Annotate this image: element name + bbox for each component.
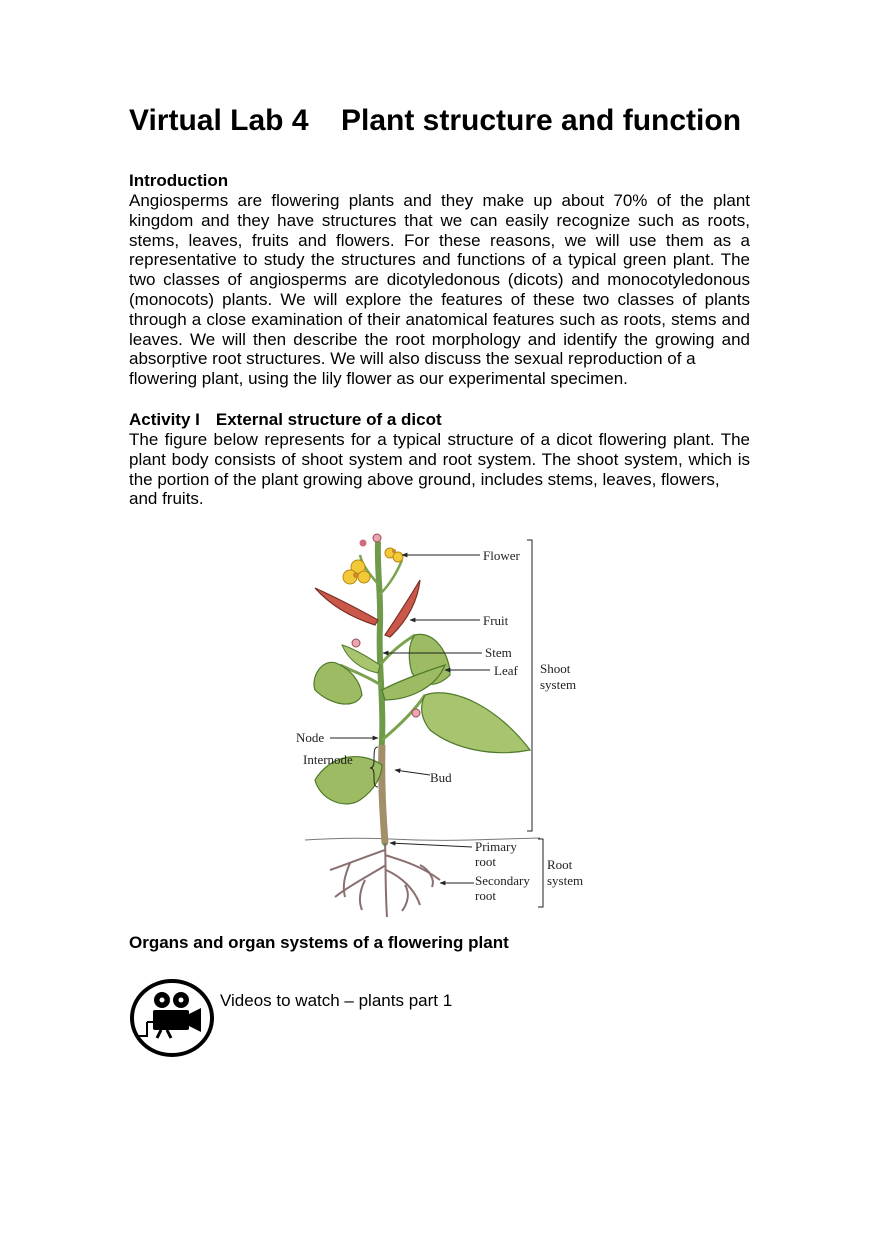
activity-paragraph xyxy=(129,430,750,509)
leaf xyxy=(314,662,362,704)
activity-label: Activity I xyxy=(129,410,200,429)
page-title xyxy=(129,104,741,138)
label-shoot: Shoot xyxy=(540,661,571,676)
label-root: Root xyxy=(547,857,573,872)
organs-heading: Organs and organ systems of a flowering plant xyxy=(129,933,509,952)
fruit-pod xyxy=(315,588,378,625)
activity-body-last-line: and fruits. xyxy=(129,489,204,509)
intro-body-last-line: flowering plant, using the lily flower as our experimental specimen. xyxy=(129,369,628,389)
lab-title: Plant structure and function xyxy=(341,104,742,137)
label-fruit: Fruit xyxy=(483,613,509,628)
label-bud: Bud xyxy=(430,770,452,785)
movie-camera-icon[interactable] xyxy=(129,978,215,1058)
activity-body: The figure below represents for a typical structure of a dicot flowering plant. The plant body consists of shoot system and root system. The shoot system, which is the portion of the plant growing above ground, includes stems, leaves, flowers, xyxy=(129,430,750,489)
lower-stem xyxy=(382,745,385,843)
intro-body: Angiosperms are flowering plants and they make up about 70% of the plant kingdom and they have structures that we can easily recognize such as roots, stems, leaves, fruits and flowers. For these reasons, we will use them as a representative to study the structures and functions of a typical green plant. The two classes of angiosperms are dicotyledonous (dicots) and monocotyledonous (monocots) plants. We will explore the features of these two classes of plants through a close examination of their anatomical features such as roots, stems and leaves. We will then describe the root morphology and identify the growing and absorptive root structures. We will also discuss the sexual reproduction of a xyxy=(129,191,750,369)
intro-paragraph xyxy=(129,191,750,389)
branch xyxy=(379,560,402,595)
leaf xyxy=(422,693,530,753)
primary-root-pointer xyxy=(390,843,472,847)
label-primary-root: root xyxy=(475,854,496,869)
label-secondary-root: root xyxy=(475,888,496,903)
activity-title: External structure of a dicot xyxy=(215,410,442,429)
label-leaf: Leaf xyxy=(494,663,518,678)
label-shoot-system: system xyxy=(540,677,577,692)
label-internode: Internode xyxy=(303,752,353,767)
label-secondary: Secondary xyxy=(475,873,530,888)
dicot-plant-figure xyxy=(290,525,610,925)
fruit-pod xyxy=(385,580,420,637)
shoot-bracket xyxy=(527,540,532,831)
label-primary: Primary xyxy=(475,839,517,854)
video-link[interactable]: Videos to watch – plants part 1 xyxy=(220,991,453,1010)
activity-heading xyxy=(129,410,442,430)
label-node: Node xyxy=(296,730,325,745)
label-root-system: system xyxy=(547,873,584,888)
label-stem: Stem xyxy=(485,645,512,660)
label-flower: Flower xyxy=(483,548,520,563)
root-bracket xyxy=(538,839,543,907)
bud-pointer xyxy=(395,770,430,775)
intro-heading: Introduction xyxy=(129,171,229,190)
branch xyxy=(382,695,425,740)
root-system-drawing xyxy=(330,843,440,917)
lab-number: Virtual Lab 4 xyxy=(129,104,309,137)
